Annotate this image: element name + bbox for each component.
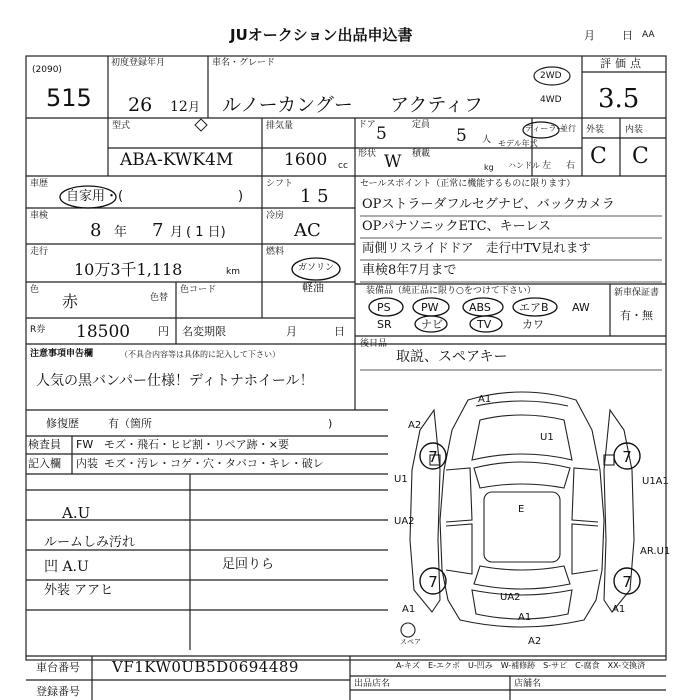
equip-abs: ABS [469, 301, 491, 314]
inspection-label: 車検 [30, 211, 49, 221]
damage-mark: A2 [528, 636, 542, 647]
lot-number: 515 [46, 84, 92, 112]
mileage-label: 走行 [30, 247, 49, 257]
color-code-label: 色コード [180, 285, 217, 295]
notes-label: 注意事項申告欄 [30, 349, 94, 359]
inspection-month-unit: 月 [170, 225, 184, 240]
first-reg-label: 初度登録年月 [111, 58, 166, 68]
interior-label: 内装 [625, 125, 644, 135]
title-change-day: 日 [334, 325, 345, 338]
damage-mark: AR.U1 [640, 546, 671, 557]
recycle-unit: 円 [158, 325, 169, 338]
notes-value: 人気の黒バンパー仕様！ディトナホイール！ [36, 373, 314, 389]
inspector-label: 検査員 [28, 438, 61, 451]
header-day: 日 [622, 29, 633, 42]
fw-label: FW [76, 438, 94, 451]
damage-mark: U1A1 [642, 476, 669, 487]
header-aa: AA [642, 30, 655, 40]
usage-close: ) [238, 189, 244, 204]
displacement-label: 排気量 [266, 121, 294, 131]
damage-mark: U1 [540, 432, 554, 443]
first-reg-month-unit: 月 [188, 100, 201, 114]
damage-mark: A1 [518, 612, 532, 623]
damage-mark: A2 [408, 420, 422, 431]
color-value: 赤 [62, 292, 79, 311]
equip-tv: TV [477, 318, 492, 331]
exterior-label: 外装 [586, 125, 605, 135]
damage-mark: UA2 [394, 516, 415, 527]
body-form-label: 形状 [358, 149, 377, 159]
fuel-diesel: 軽油 [302, 281, 324, 294]
interior-insp-text: モズ・汚レ・コゲ・穴・タバコ・キレ・破レ [104, 457, 324, 470]
damage-mark: U1 [394, 474, 408, 485]
header-month: 月 [584, 29, 595, 42]
registration-label: 登録番号 [36, 685, 80, 698]
tyre-mark: 7 [622, 448, 632, 466]
drive-2wd: 2WD [540, 71, 562, 81]
title-change-month: 月 [286, 325, 297, 338]
selling-points-label: セールスポイント（正常に機能するものに限ります） [360, 179, 576, 189]
repair-close: ) [328, 417, 333, 430]
damage-mark: A1 [402, 604, 416, 615]
displacement-unit: cc [338, 161, 348, 171]
color-label: 色 [30, 285, 40, 295]
selling-point-line: 車検8年7月まで [362, 263, 457, 278]
selling-point-line: 両側リスライドドア 走行中TV見れます [362, 240, 591, 255]
bottom-right-col: 店舗名 [514, 679, 542, 689]
damage-mark: A1 [478, 394, 492, 405]
selling-point-line: OPパナソニックETC、キーレス [362, 219, 551, 234]
color-shade-label: 色替 [150, 293, 169, 303]
new-warranty-label: 新車保証書 [614, 288, 660, 298]
doors-label: ドア [358, 120, 376, 130]
model-name-label: 車名・グレード [212, 58, 276, 68]
fuel-label: 燃料 [266, 247, 285, 257]
shift-value: 1 5 [300, 186, 329, 207]
first-reg-year: 26 [128, 94, 153, 116]
bottom-left-col: 出品店名 [354, 679, 391, 689]
interior-insp-label: 内装 [76, 457, 98, 470]
later-docs-label: 後日品 [360, 339, 388, 349]
equipment-label: 装備品（純正品に限り○をつけて下さい） [366, 286, 536, 296]
body-form-value: W [384, 152, 402, 172]
inspector-note: ルームしみ汚れ [44, 535, 136, 550]
load-label: 積載 [412, 149, 431, 159]
equip-sr: SR [377, 318, 392, 331]
chassis-label: 車台番号 [36, 661, 80, 674]
title-change-label: 名変期限 [182, 325, 226, 338]
handle-left: 左 [542, 161, 552, 171]
load-unit: kg [484, 163, 494, 172]
parallel-label: 並行 [560, 124, 576, 133]
capacity-unit: 人 [482, 135, 492, 145]
notes-sub: （不具合内容等は具体的に記入して下さい） [120, 350, 280, 359]
fuel-gasoline: ガソリン [298, 263, 335, 273]
damage-legend: A-キズ E-エクボ U-凹み W-補修跡 S-サビ C-腐食 XX-交換済 [396, 661, 646, 670]
model-code-value: ABA-KWK4M [120, 150, 234, 170]
damage-mark: UA2 [500, 592, 521, 603]
mileage-unit: km [226, 267, 240, 277]
fw-text: モズ・飛石・ヒビ割・リペア跡・×要 [104, 438, 289, 451]
model-name-value: ルノーカングー [222, 94, 353, 116]
inspection-year: 8 [90, 220, 102, 241]
model-grade-value: アクティフ [390, 94, 483, 116]
inspector-note: 凹 A.U [44, 559, 89, 575]
capacity-value: 5 [456, 126, 467, 146]
handle-label: ハンドル [508, 161, 540, 170]
selling-point-line: OPストラーダフルセグナビ、バックカメラ [362, 197, 615, 212]
equip-navi: ナビ [421, 318, 443, 331]
form-title: JUオークション出品申込書 [230, 26, 413, 44]
inspector-note: 外装 アアヒ [44, 583, 114, 598]
repair-label: 修復歴 [46, 417, 79, 430]
usage-label: 車歴 [30, 179, 49, 189]
mileage-value: 10万3千1,118 [74, 260, 183, 279]
shift-label: シフト [266, 179, 294, 189]
chassis-value: VF1KW0UB5D0694489 [112, 658, 299, 676]
tyre-mark: 7 [428, 448, 438, 466]
inspection-day: ( 1 日) [186, 225, 226, 240]
inspection-month: 7 [152, 220, 164, 241]
damage-mark: A1 [612, 604, 626, 615]
inspection-year-unit: 年 [114, 225, 128, 240]
drive-4wd: 4WD [540, 95, 562, 105]
first-reg-month: 12 [170, 99, 188, 115]
equip-leather: カワ [522, 318, 544, 331]
inspector-label-2: 記入欄 [28, 457, 61, 470]
aircon-label: 冷房 [266, 211, 285, 221]
exterior-value: C [590, 144, 607, 169]
doors-value: 5 [376, 124, 387, 144]
recycle-value: 18500 [76, 322, 131, 342]
grade-label: 評価点 [600, 57, 645, 70]
later-docs-value: 取説、スペアキー [396, 349, 508, 365]
damage-mark: スペア [400, 638, 421, 646]
dealer-label: ディーラー [525, 124, 565, 133]
model-year-label: モデル年式 [498, 139, 538, 148]
capacity-label: 定員 [412, 120, 431, 130]
usage-value: 自家用・( [66, 189, 124, 204]
displacement-value: 1600 [284, 150, 328, 170]
equip-pw: PW [421, 301, 439, 314]
inspector-note: A.U [62, 504, 91, 522]
damage-mark: E [518, 504, 525, 515]
new-warranty-value: 有・無 [620, 309, 653, 322]
tyre-mark: 7 [428, 573, 438, 591]
repair-value: 有（箇所 [108, 417, 152, 430]
grade-score: 3.5 [598, 84, 640, 114]
lot-code: (2090) [32, 65, 62, 75]
handle-right: 右 [566, 161, 576, 171]
equip-ps: PS [377, 301, 391, 314]
aircon-value: AC [294, 220, 321, 241]
equip-aw: AW [572, 301, 590, 314]
equip-airbag: エアB [519, 301, 549, 314]
model-code-label: 型式 [112, 121, 131, 131]
recycle-label: R券 [30, 325, 46, 335]
tyre-mark: 7 [622, 573, 632, 591]
inspector-note-right: 足回りら [222, 557, 275, 572]
interior-value: C [632, 144, 649, 169]
